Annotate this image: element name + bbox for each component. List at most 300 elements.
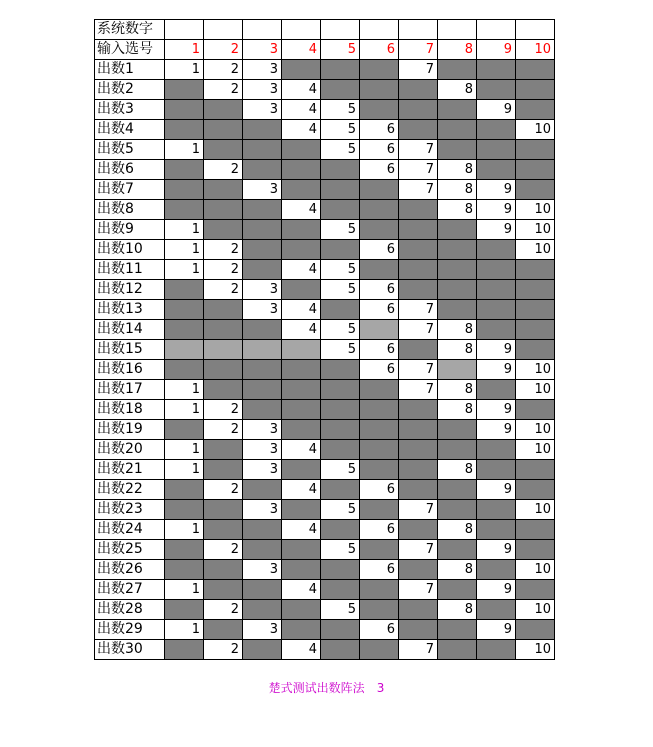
header-label-input: 输入选号 — [95, 40, 165, 60]
empty-shaded-cell — [477, 300, 516, 320]
empty-shaded-cell — [204, 120, 243, 140]
empty-shaded-cell — [360, 100, 399, 120]
empty-shaded-cell — [477, 260, 516, 280]
empty-shaded-cell — [243, 380, 282, 400]
value-cell: 7 — [399, 320, 438, 340]
row-label: 出数20 — [95, 440, 165, 460]
empty-shaded-cell — [282, 460, 321, 480]
value-cell: 7 — [399, 580, 438, 600]
empty-shaded-cell — [282, 560, 321, 580]
value-cell: 8 — [438, 380, 477, 400]
empty-shaded-cell — [282, 180, 321, 200]
empty-shaded-cell — [282, 380, 321, 400]
value-cell: 3 — [243, 500, 282, 520]
empty-shaded-cell — [399, 480, 438, 500]
value-cell: 10 — [516, 440, 555, 460]
value-cell: 4 — [282, 300, 321, 320]
empty-shaded-cell — [243, 340, 282, 360]
empty-shaded-cell — [516, 300, 555, 320]
empty-shaded-cell — [204, 580, 243, 600]
empty-shaded-cell — [165, 160, 204, 180]
value-cell: 5 — [321, 280, 360, 300]
value-cell: 9 — [477, 540, 516, 560]
header-number-cell: 5 — [321, 40, 360, 60]
empty-shaded-cell — [282, 280, 321, 300]
value-cell: 5 — [321, 500, 360, 520]
table-row — [95, 220, 555, 240]
empty-shaded-cell — [321, 440, 360, 460]
value-cell: 10 — [516, 200, 555, 220]
table-row — [95, 440, 555, 460]
empty-shaded-cell — [204, 360, 243, 380]
table-row — [95, 320, 555, 340]
empty-shaded-cell — [282, 620, 321, 640]
empty-shaded-cell — [360, 600, 399, 620]
empty-shaded-cell — [165, 340, 204, 360]
header-number-cell: 6 — [360, 40, 399, 60]
empty-shaded-cell — [360, 400, 399, 420]
header-number-cell: 1 — [165, 40, 204, 60]
empty-shaded-cell — [438, 220, 477, 240]
empty-shaded-cell — [477, 60, 516, 80]
table-row — [95, 520, 555, 540]
empty-shaded-cell — [165, 320, 204, 340]
row-label: 出数2 — [95, 80, 165, 100]
empty-shaded-cell — [243, 140, 282, 160]
value-cell: 8 — [438, 560, 477, 580]
empty-shaded-cell — [399, 120, 438, 140]
value-cell: 4 — [282, 260, 321, 280]
empty-shaded-cell — [165, 540, 204, 560]
value-cell: 9 — [477, 420, 516, 440]
value-cell: 8 — [438, 160, 477, 180]
empty-shaded-cell — [438, 280, 477, 300]
value-cell: 2 — [204, 640, 243, 660]
empty-shaded-cell — [165, 360, 204, 380]
value-cell: 3 — [243, 560, 282, 580]
row-label: 出数8 — [95, 200, 165, 220]
empty-shaded-cell — [204, 380, 243, 400]
value-cell: 5 — [321, 340, 360, 360]
empty-shaded-cell — [204, 500, 243, 520]
value-cell: 2 — [204, 240, 243, 260]
value-cell: 9 — [477, 580, 516, 600]
value-cell: 7 — [399, 300, 438, 320]
row-label: 出数15 — [95, 340, 165, 360]
empty-shaded-cell — [438, 60, 477, 80]
empty-shaded-cell — [477, 560, 516, 580]
empty-shaded-cell — [399, 220, 438, 240]
empty-shaded-cell — [399, 620, 438, 640]
value-cell: 3 — [243, 460, 282, 480]
empty-shaded-cell — [243, 120, 282, 140]
header-empty-cell — [477, 20, 516, 40]
value-cell: 5 — [321, 220, 360, 240]
empty-shaded-cell — [516, 340, 555, 360]
row-label: 出数23 — [95, 500, 165, 520]
empty-shaded-cell — [321, 160, 360, 180]
empty-shaded-cell — [438, 360, 477, 380]
value-cell: 10 — [516, 240, 555, 260]
table-row — [95, 140, 555, 160]
value-cell: 1 — [165, 140, 204, 160]
header-empty-cell — [321, 20, 360, 40]
empty-shaded-cell — [165, 500, 204, 520]
row-label: 出数19 — [95, 420, 165, 440]
value-cell: 4 — [282, 440, 321, 460]
empty-shaded-cell — [243, 640, 282, 660]
empty-shaded-cell — [243, 520, 282, 540]
empty-shaded-cell — [321, 60, 360, 80]
empty-shaded-cell — [516, 320, 555, 340]
table-row — [95, 640, 555, 660]
value-cell: 7 — [399, 640, 438, 660]
empty-shaded-cell — [165, 80, 204, 100]
empty-shaded-cell — [243, 540, 282, 560]
value-cell: 2 — [204, 60, 243, 80]
empty-shaded-cell — [399, 260, 438, 280]
empty-shaded-cell — [321, 620, 360, 640]
empty-shaded-cell — [399, 520, 438, 540]
empty-shaded-cell — [243, 480, 282, 500]
table-row — [95, 180, 555, 200]
empty-shaded-cell — [516, 160, 555, 180]
row-label: 出数5 — [95, 140, 165, 160]
empty-shaded-cell — [438, 100, 477, 120]
value-cell: 8 — [438, 180, 477, 200]
table-row — [95, 340, 555, 360]
header-row-input-numbers — [95, 40, 555, 60]
empty-shaded-cell — [321, 300, 360, 320]
empty-shaded-cell — [204, 140, 243, 160]
empty-shaded-cell — [516, 460, 555, 480]
value-cell: 1 — [165, 240, 204, 260]
empty-shaded-cell — [360, 640, 399, 660]
empty-shaded-cell — [516, 280, 555, 300]
empty-shaded-cell — [399, 240, 438, 260]
value-cell: 6 — [360, 280, 399, 300]
empty-shaded-cell — [399, 420, 438, 440]
empty-shaded-cell — [282, 400, 321, 420]
empty-shaded-cell — [165, 420, 204, 440]
value-cell: 10 — [516, 600, 555, 620]
value-cell: 3 — [243, 420, 282, 440]
value-cell: 1 — [165, 260, 204, 280]
empty-shaded-cell — [516, 60, 555, 80]
value-cell: 6 — [360, 160, 399, 180]
empty-shaded-cell — [321, 80, 360, 100]
empty-shaded-cell — [282, 140, 321, 160]
row-label: 出数9 — [95, 220, 165, 240]
empty-shaded-cell — [243, 400, 282, 420]
table-row — [95, 160, 555, 180]
header-row-system-numbers — [95, 20, 555, 40]
value-cell: 8 — [438, 340, 477, 360]
empty-shaded-cell — [204, 440, 243, 460]
value-cell: 9 — [477, 360, 516, 380]
empty-shaded-cell — [282, 500, 321, 520]
empty-shaded-cell — [165, 180, 204, 200]
empty-shaded-cell — [321, 640, 360, 660]
empty-shaded-cell — [204, 620, 243, 640]
header-empty-cell — [438, 20, 477, 40]
value-cell: 1 — [165, 460, 204, 480]
value-cell: 3 — [243, 440, 282, 460]
empty-shaded-cell — [399, 560, 438, 580]
empty-shaded-cell — [399, 80, 438, 100]
header-empty-cell — [204, 20, 243, 40]
empty-shaded-cell — [204, 100, 243, 120]
empty-shaded-cell — [360, 540, 399, 560]
empty-shaded-cell — [399, 340, 438, 360]
empty-shaded-cell — [438, 300, 477, 320]
value-cell: 2 — [204, 600, 243, 620]
row-label: 出数7 — [95, 180, 165, 200]
value-cell: 4 — [282, 320, 321, 340]
empty-shaded-cell — [438, 420, 477, 440]
value-cell: 3 — [243, 80, 282, 100]
row-label: 出数28 — [95, 600, 165, 620]
row-label: 出数18 — [95, 400, 165, 420]
value-cell: 8 — [438, 200, 477, 220]
header-number-cell: 7 — [399, 40, 438, 60]
empty-shaded-cell — [360, 260, 399, 280]
empty-shaded-cell — [321, 520, 360, 540]
empty-shaded-cell — [165, 100, 204, 120]
empty-shaded-cell — [516, 580, 555, 600]
table-row — [95, 480, 555, 500]
empty-shaded-cell — [516, 80, 555, 100]
value-cell: 9 — [477, 100, 516, 120]
row-label: 出数3 — [95, 100, 165, 120]
empty-shaded-cell — [282, 360, 321, 380]
empty-shaded-cell — [204, 180, 243, 200]
header-number-cell: 2 — [204, 40, 243, 60]
value-cell: 6 — [360, 140, 399, 160]
empty-shaded-cell — [282, 220, 321, 240]
table-row — [95, 380, 555, 400]
value-cell: 10 — [516, 360, 555, 380]
empty-shaded-cell — [165, 480, 204, 500]
value-cell: 4 — [282, 120, 321, 140]
empty-shaded-cell — [165, 600, 204, 620]
table-row — [95, 500, 555, 520]
value-cell: 10 — [516, 220, 555, 240]
table-row — [95, 460, 555, 480]
empty-shaded-cell — [204, 300, 243, 320]
empty-shaded-cell — [282, 160, 321, 180]
empty-shaded-cell — [321, 400, 360, 420]
row-label: 出数29 — [95, 620, 165, 640]
value-cell: 6 — [360, 340, 399, 360]
empty-shaded-cell — [282, 540, 321, 560]
row-label: 出数16 — [95, 360, 165, 380]
empty-shaded-cell — [477, 600, 516, 620]
table-row — [95, 620, 555, 640]
value-cell: 10 — [516, 640, 555, 660]
empty-shaded-cell — [438, 120, 477, 140]
value-cell: 4 — [282, 80, 321, 100]
value-cell: 8 — [438, 320, 477, 340]
empty-shaded-cell — [243, 200, 282, 220]
empty-shaded-cell — [321, 420, 360, 440]
row-label: 出数21 — [95, 460, 165, 480]
value-cell: 1 — [165, 60, 204, 80]
table-row — [95, 280, 555, 300]
empty-shaded-cell — [516, 260, 555, 280]
empty-shaded-cell — [321, 480, 360, 500]
empty-shaded-cell — [477, 380, 516, 400]
empty-shaded-cell — [477, 140, 516, 160]
caption-text: 楚式测试出数阵法 — [268, 681, 365, 695]
empty-shaded-cell — [243, 360, 282, 380]
value-cell: 7 — [399, 160, 438, 180]
empty-shaded-cell — [165, 120, 204, 140]
table-row — [95, 300, 555, 320]
value-cell: 3 — [243, 60, 282, 80]
empty-shaded-cell — [399, 600, 438, 620]
value-cell: 6 — [360, 300, 399, 320]
value-cell: 3 — [243, 180, 282, 200]
empty-shaded-cell — [204, 320, 243, 340]
value-cell: 7 — [399, 60, 438, 80]
empty-shaded-cell — [477, 240, 516, 260]
table-row — [95, 60, 555, 80]
header-number-cell: 10 — [516, 40, 555, 60]
value-cell: 6 — [360, 360, 399, 380]
empty-shaded-cell — [438, 260, 477, 280]
value-cell: 8 — [438, 80, 477, 100]
empty-shaded-cell — [282, 60, 321, 80]
value-cell: 5 — [321, 320, 360, 340]
empty-shaded-cell — [360, 580, 399, 600]
row-label: 出数30 — [95, 640, 165, 660]
value-cell: 2 — [204, 400, 243, 420]
row-label: 出数13 — [95, 300, 165, 320]
header-empty-cell — [516, 20, 555, 40]
empty-shaded-cell — [516, 400, 555, 420]
empty-shaded-cell — [438, 140, 477, 160]
value-cell: 10 — [516, 120, 555, 140]
empty-shaded-cell — [477, 640, 516, 660]
header-empty-cell — [399, 20, 438, 40]
value-cell: 6 — [360, 240, 399, 260]
header-label-system: 系统数字 — [95, 20, 165, 40]
empty-shaded-cell — [204, 340, 243, 360]
header-empty-cell — [165, 20, 204, 40]
value-cell: 6 — [360, 480, 399, 500]
empty-shaded-cell — [204, 460, 243, 480]
empty-shaded-cell — [438, 640, 477, 660]
empty-shaded-cell — [438, 620, 477, 640]
empty-shaded-cell — [516, 520, 555, 540]
empty-shaded-cell — [399, 200, 438, 220]
empty-shaded-cell — [477, 460, 516, 480]
empty-shaded-cell — [399, 280, 438, 300]
table-row — [95, 540, 555, 560]
empty-shaded-cell — [477, 120, 516, 140]
empty-shaded-cell — [282, 240, 321, 260]
table-row — [95, 120, 555, 140]
value-cell: 5 — [321, 260, 360, 280]
value-cell: 3 — [243, 620, 282, 640]
empty-shaded-cell — [321, 380, 360, 400]
row-label: 出数11 — [95, 260, 165, 280]
empty-shaded-cell — [165, 200, 204, 220]
table-row — [95, 80, 555, 100]
value-cell: 4 — [282, 480, 321, 500]
table-row — [95, 240, 555, 260]
header-number-cell: 9 — [477, 40, 516, 60]
empty-shaded-cell — [360, 420, 399, 440]
empty-shaded-cell — [399, 460, 438, 480]
table-row — [95, 420, 555, 440]
value-cell: 5 — [321, 140, 360, 160]
value-cell: 3 — [243, 280, 282, 300]
value-cell: 2 — [204, 480, 243, 500]
value-cell: 10 — [516, 380, 555, 400]
row-label: 出数25 — [95, 540, 165, 560]
value-cell: 5 — [321, 100, 360, 120]
value-cell: 6 — [360, 120, 399, 140]
empty-shaded-cell — [477, 320, 516, 340]
value-cell: 9 — [477, 340, 516, 360]
value-cell: 2 — [204, 280, 243, 300]
empty-shaded-cell — [165, 640, 204, 660]
empty-shaded-cell — [243, 160, 282, 180]
empty-shaded-cell — [321, 180, 360, 200]
value-cell: 3 — [243, 100, 282, 120]
header-empty-cell — [282, 20, 321, 40]
header-number-cell: 3 — [243, 40, 282, 60]
empty-shaded-cell — [516, 100, 555, 120]
row-label: 出数17 — [95, 380, 165, 400]
empty-shaded-cell — [438, 240, 477, 260]
header-empty-cell — [243, 20, 282, 40]
value-cell: 5 — [321, 540, 360, 560]
empty-shaded-cell — [399, 400, 438, 420]
empty-shaded-cell — [360, 80, 399, 100]
empty-shaded-cell — [243, 220, 282, 240]
empty-shaded-cell — [204, 200, 243, 220]
empty-shaded-cell — [243, 240, 282, 260]
empty-shaded-cell — [204, 560, 243, 580]
value-cell: 1 — [165, 400, 204, 420]
value-cell: 2 — [204, 260, 243, 280]
empty-shaded-cell — [360, 440, 399, 460]
table-row — [95, 580, 555, 600]
empty-shaded-cell — [165, 300, 204, 320]
row-label: 出数24 — [95, 520, 165, 540]
empty-shaded-cell — [360, 500, 399, 520]
row-label: 出数26 — [95, 560, 165, 580]
row-label: 出数6 — [95, 160, 165, 180]
empty-shaded-cell — [321, 240, 360, 260]
empty-shaded-cell — [243, 320, 282, 340]
empty-shaded-cell — [438, 440, 477, 460]
value-cell: 10 — [516, 500, 555, 520]
empty-shaded-cell — [516, 540, 555, 560]
value-cell: 5 — [321, 120, 360, 140]
value-cell: 3 — [243, 300, 282, 320]
empty-shaded-cell — [165, 560, 204, 580]
empty-shaded-cell — [438, 500, 477, 520]
value-cell: 2 — [204, 420, 243, 440]
empty-shaded-cell — [321, 580, 360, 600]
empty-shaded-cell — [360, 380, 399, 400]
table-row — [95, 400, 555, 420]
table-row — [95, 100, 555, 120]
